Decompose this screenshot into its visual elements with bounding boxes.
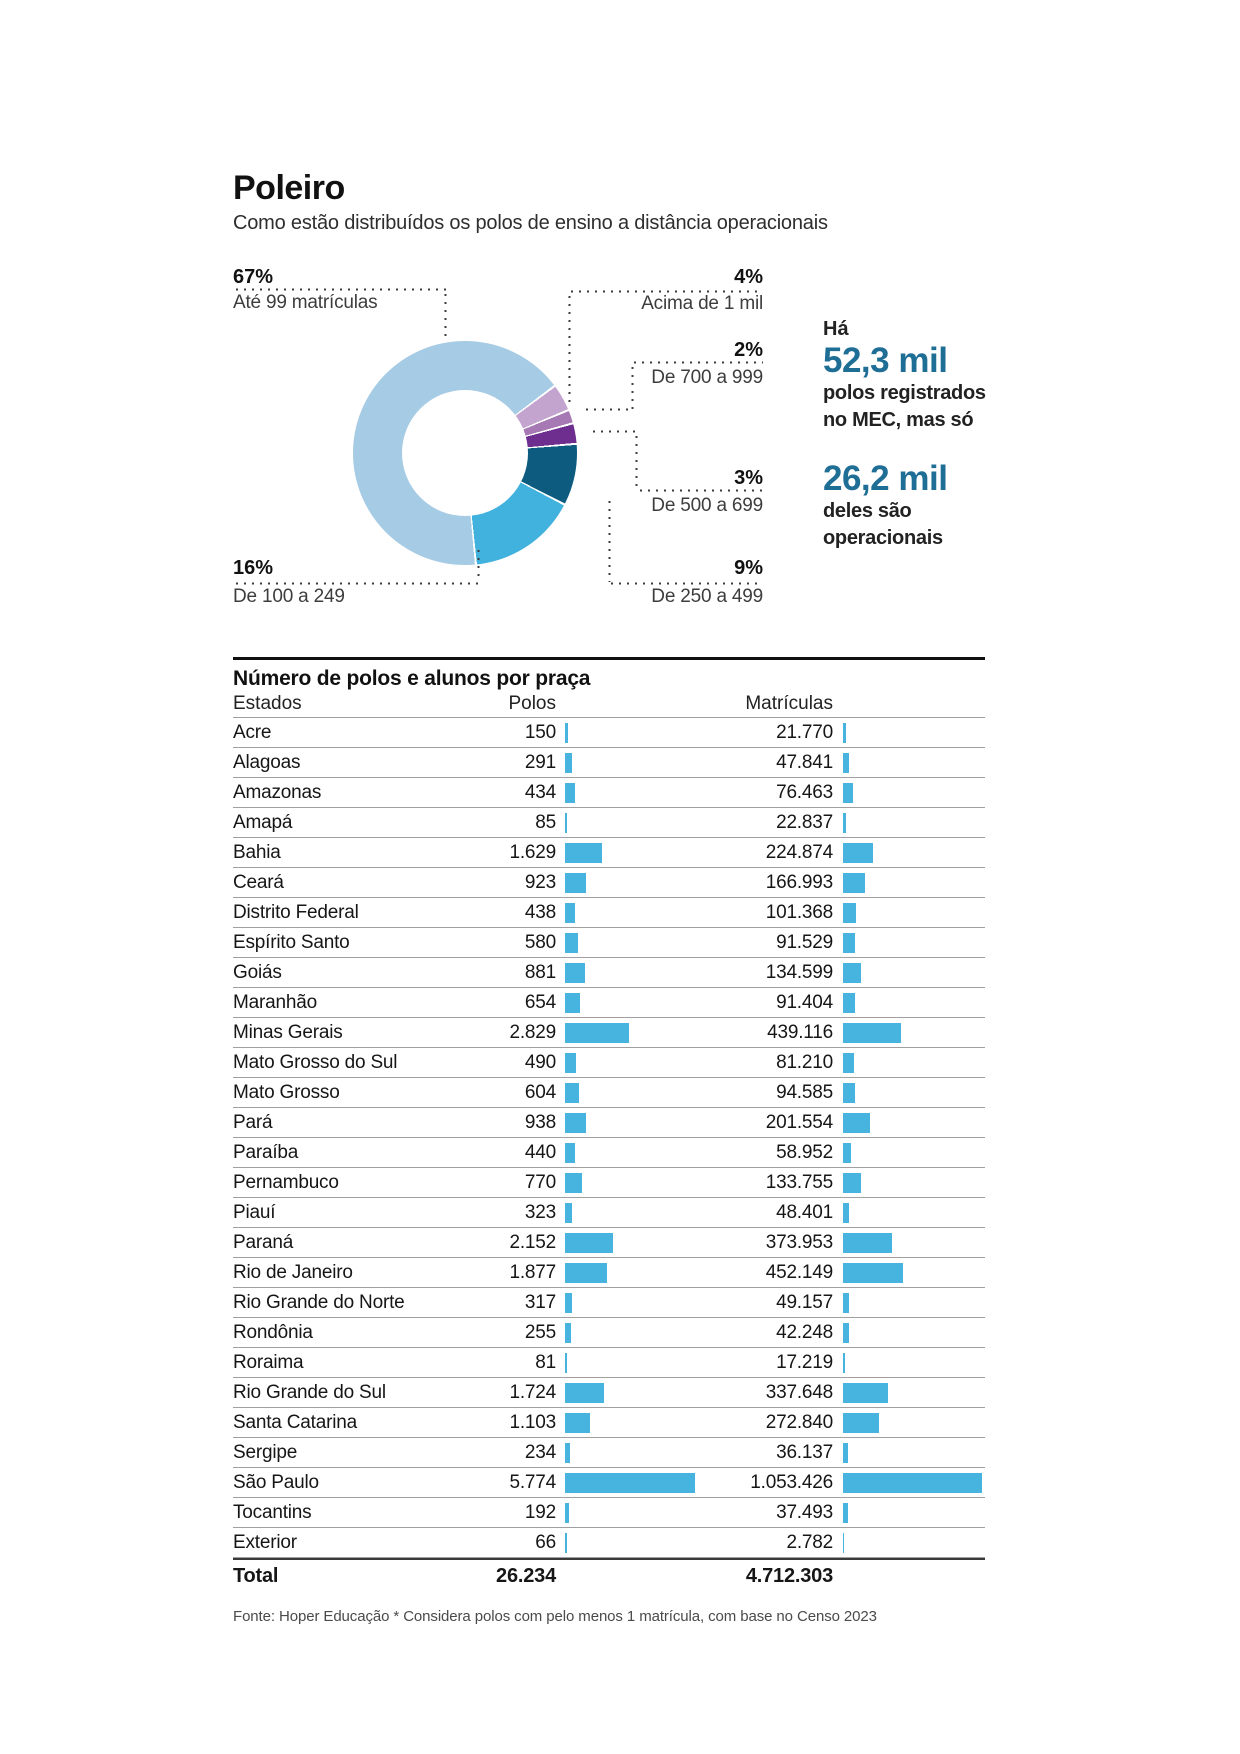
callout-text: deles são <box>823 500 912 522</box>
estado-cell: Distrito Federal <box>233 901 359 923</box>
polos-value: 317 <box>524 1291 556 1313</box>
callout-text: no MEC, mas só <box>823 409 974 431</box>
callout-text: operacionais <box>823 527 943 549</box>
polos-bar-cell <box>556 843 704 863</box>
table-row <box>233 718 985 748</box>
polos-value: 1.877 <box>509 1261 556 1283</box>
matriculas-bar-cell <box>833 963 985 983</box>
col-header-polos: Polos <box>508 693 556 714</box>
leader-line <box>583 408 631 411</box>
polos-bar <box>565 933 578 953</box>
estado-cell: Santa Catarina <box>233 1411 357 1433</box>
leader-line <box>635 433 638 489</box>
polos-value: 323 <box>524 1201 556 1223</box>
matriculas-value: 37.493 <box>776 1501 833 1523</box>
estado-cell: Amapá <box>233 811 293 833</box>
leader-line <box>631 361 763 364</box>
table-row <box>233 958 985 988</box>
matriculas-bar-cell <box>833 1053 985 1073</box>
estado-cell: Exterior <box>233 1531 297 1553</box>
estado-cell: Paraná <box>233 1231 294 1253</box>
callout-text: polos registrados <box>823 382 986 404</box>
matriculas-bar-cell <box>833 813 985 833</box>
matriculas-bar-cell <box>833 1233 985 1253</box>
table-row <box>233 1288 985 1318</box>
matriculas-bar-cell <box>833 1353 985 1373</box>
col-header-estados: Estados <box>233 693 302 714</box>
matriculas-bar <box>843 1083 855 1103</box>
estado-cell: Espírito Santo <box>233 931 350 953</box>
matriculas-value: 81.210 <box>776 1051 833 1073</box>
estado-cell: Mato Grosso do Sul <box>233 1051 398 1073</box>
total-label: Total <box>233 1564 279 1587</box>
matriculas-bar-cell <box>833 933 985 953</box>
polos-bar <box>565 873 586 893</box>
polos-bar-cell <box>556 933 704 953</box>
matriculas-value: 201.554 <box>765 1111 833 1133</box>
matriculas-bar <box>843 753 849 773</box>
estado-cell: Piauí <box>233 1201 276 1223</box>
table-row <box>233 1378 985 1408</box>
polos-bar-cell <box>556 1113 704 1133</box>
matriculas-value: 166.993 <box>765 871 833 893</box>
matriculas-bar-cell <box>833 1293 985 1313</box>
estado-cell: Amazonas <box>233 781 322 803</box>
matriculas-bar-cell <box>833 903 985 923</box>
matriculas-value: 134.599 <box>765 961 833 983</box>
matriculas-bar <box>843 1113 870 1133</box>
polos-value: 923 <box>524 871 556 893</box>
polos-bar <box>565 1173 582 1193</box>
matriculas-bar-cell <box>833 1023 985 1043</box>
pct-value: 2% <box>734 339 763 361</box>
pct-value: 3% <box>734 467 763 489</box>
table-row <box>233 1348 985 1378</box>
table-row <box>233 1108 985 1138</box>
table-title: Número de polos e alunos por praça <box>233 667 591 690</box>
matriculas-bar <box>843 1173 861 1193</box>
matriculas-bar-cell <box>833 873 985 893</box>
table-row <box>233 1318 985 1348</box>
polos-bar-cell <box>556 1143 704 1163</box>
polos-bar <box>565 1053 576 1073</box>
polos-bar <box>565 1443 570 1463</box>
polos-bar <box>565 1143 575 1163</box>
table-row <box>233 1528 985 1558</box>
total-polos: 26.234 <box>496 1564 556 1587</box>
polos-value: 654 <box>524 991 556 1013</box>
matriculas-value: 439.116 <box>767 1021 833 1043</box>
table-row <box>233 778 985 808</box>
polos-bar-cell <box>556 1023 704 1043</box>
estado-cell: Roraima <box>233 1351 304 1373</box>
leader-line <box>590 430 637 433</box>
polos-value: 81 <box>535 1351 556 1373</box>
polos-value: 66 <box>535 1531 556 1553</box>
estado-cell: Sergipe <box>233 1441 298 1463</box>
polos-value: 881 <box>524 961 556 983</box>
matriculas-value: 373.953 <box>765 1231 833 1253</box>
polos-bar-cell <box>556 1533 704 1553</box>
range-label: De 100 a 249 <box>233 586 345 607</box>
pct-value: 67% <box>233 266 274 288</box>
matriculas-bar <box>843 1383 888 1403</box>
estado-cell: Rio Grande do Sul <box>233 1381 386 1403</box>
infographic <box>233 168 985 1625</box>
donut-chart <box>353 341 577 565</box>
matriculas-value: 58.952 <box>776 1141 833 1163</box>
table-row <box>233 838 985 868</box>
matriculas-value: 101.368 <box>765 901 833 923</box>
matriculas-bar <box>843 783 853 803</box>
polos-bar <box>565 783 575 803</box>
matriculas-value: 224.874 <box>765 841 833 863</box>
matriculas-bar-cell <box>833 783 985 803</box>
table-section <box>233 657 985 1625</box>
matriculas-value: 94.585 <box>776 1081 833 1103</box>
pct-value: 9% <box>734 557 763 579</box>
polos-bar-cell <box>556 963 704 983</box>
matriculas-bar <box>843 963 861 983</box>
polos-bar <box>565 1503 569 1523</box>
polos-value: 604 <box>524 1081 556 1103</box>
polos-value: 255 <box>524 1321 556 1343</box>
table-row <box>233 1078 985 1108</box>
table-row <box>233 898 985 928</box>
matriculas-bar-cell <box>833 993 985 1013</box>
matriculas-bar <box>843 843 873 863</box>
polos-bar <box>565 1353 567 1373</box>
estado-cell: Pernambuco <box>233 1171 339 1193</box>
estado-cell: Rio de Janeiro <box>233 1261 353 1283</box>
estado-cell: Paraíba <box>233 1141 299 1163</box>
table-total-row <box>233 1558 985 1592</box>
matriculas-bar-cell <box>833 1083 985 1103</box>
table-header-row <box>233 691 985 717</box>
matriculas-value: 337.648 <box>765 1381 833 1403</box>
estado-cell: Goiás <box>233 961 282 983</box>
estado-cell: Acre <box>233 721 272 743</box>
matriculas-bar-cell <box>833 723 985 743</box>
polos-bar-cell <box>556 1383 704 1403</box>
table-row <box>233 1198 985 1228</box>
polos-value: 770 <box>524 1171 556 1193</box>
matriculas-value: 2.782 <box>786 1531 833 1553</box>
matriculas-bar-cell <box>833 1143 985 1163</box>
matriculas-value: 21.770 <box>776 721 833 743</box>
estado-cell: Tocantins <box>233 1501 312 1523</box>
pct-value: 4% <box>734 266 763 288</box>
leader-line <box>631 364 634 410</box>
table-row <box>233 928 985 958</box>
polos-bar-cell <box>556 1233 704 1253</box>
table-row <box>233 1258 985 1288</box>
range-label: De 500 a 699 <box>651 495 763 516</box>
polos-bar <box>565 1413 590 1433</box>
donut-chart-section <box>233 236 985 645</box>
table-row <box>233 1138 985 1168</box>
estado-cell: São Paulo <box>233 1471 319 1493</box>
matriculas-bar <box>843 723 846 743</box>
polos-bar <box>565 1533 567 1553</box>
matriculas-bar <box>843 1413 879 1433</box>
polos-bar <box>565 1383 604 1403</box>
range-label: De 700 a 999 <box>651 367 763 388</box>
table-row <box>233 808 985 838</box>
matriculas-bar <box>843 1293 849 1313</box>
matriculas-value: 1.053.426 <box>750 1471 833 1493</box>
polos-bar <box>565 1023 629 1043</box>
polos-bar-cell <box>556 783 704 803</box>
matriculas-bar <box>843 1023 901 1043</box>
polos-bar-cell <box>556 1353 704 1373</box>
polos-value: 192 <box>524 1501 556 1523</box>
matriculas-value: 48.401 <box>776 1201 833 1223</box>
leader-line <box>608 582 763 585</box>
leader-line <box>444 291 447 336</box>
matriculas-value: 76.463 <box>776 781 833 803</box>
polos-value: 5.774 <box>509 1471 556 1493</box>
polos-bar-cell <box>556 1503 704 1523</box>
matriculas-value: 91.404 <box>776 991 833 1013</box>
matriculas-value: 17.219 <box>776 1351 833 1373</box>
polos-bar-cell <box>556 1293 704 1313</box>
matriculas-bar-cell <box>833 1413 985 1433</box>
table-row <box>233 988 985 1018</box>
matriculas-bar-cell <box>833 1323 985 1343</box>
polos-value: 1.629 <box>509 841 556 863</box>
matriculas-bar <box>843 1503 848 1523</box>
matriculas-bar <box>843 1053 854 1073</box>
matriculas-bar <box>843 1233 892 1253</box>
col-header-matriculas: Matrículas <box>745 693 833 714</box>
matriculas-bar <box>843 933 855 953</box>
matriculas-bar <box>843 1323 849 1343</box>
matriculas-bar-cell <box>833 1113 985 1133</box>
leader-line <box>233 582 480 585</box>
registered-total: 52,3 mil <box>823 341 948 380</box>
polos-value: 438 <box>524 901 556 923</box>
matriculas-bar <box>843 1353 845 1373</box>
registered-vs-operational-callout <box>823 316 993 552</box>
matriculas-value: 49.157 <box>776 1291 833 1313</box>
operational-total: 26,2 mil <box>823 459 948 498</box>
estado-cell: Pará <box>233 1111 273 1133</box>
matriculas-bar-cell <box>833 753 985 773</box>
leader-line <box>568 293 571 408</box>
matriculas-bar-cell <box>833 1263 985 1283</box>
polos-bar <box>565 1203 572 1223</box>
polos-value: 490 <box>524 1051 556 1073</box>
table-row <box>233 1498 985 1528</box>
polos-value: 2.152 <box>509 1231 556 1253</box>
polos-value: 440 <box>524 1141 556 1163</box>
polos-bar <box>565 1293 572 1313</box>
matriculas-value: 452.149 <box>765 1261 833 1283</box>
polos-bar-cell <box>556 1173 704 1193</box>
table-row <box>233 868 985 898</box>
polos-value: 1.103 <box>509 1411 556 1433</box>
matriculas-bar-cell <box>833 1443 985 1463</box>
matriculas-bar-cell <box>833 1533 985 1553</box>
matriculas-bar <box>843 1263 903 1283</box>
polos-bar-cell <box>556 993 704 1013</box>
table-row <box>233 1468 985 1498</box>
matriculas-value: 91.529 <box>776 931 833 953</box>
polos-bar <box>565 1233 613 1253</box>
matriculas-bar <box>843 1203 849 1223</box>
matriculas-value: 47.841 <box>776 751 833 773</box>
page-title: Poleiro <box>233 169 345 207</box>
range-label: Acima de 1 mil <box>641 293 763 314</box>
polos-value: 291 <box>524 751 556 773</box>
matriculas-bar-cell <box>833 1203 985 1223</box>
total-matriculas: 4.712.303 <box>745 1564 833 1587</box>
polos-bar <box>565 753 572 773</box>
polos-bar <box>565 1263 607 1283</box>
matriculas-value: 42.248 <box>776 1321 833 1343</box>
polos-bar-cell <box>556 813 704 833</box>
matriculas-value: 133.755 <box>765 1171 833 1193</box>
polos-bar-cell <box>556 1473 704 1493</box>
polos-value: 580 <box>524 931 556 953</box>
polos-bar <box>565 1083 579 1103</box>
polos-value: 150 <box>524 721 556 743</box>
matriculas-bar-cell <box>833 1383 985 1403</box>
estado-cell: Rondônia <box>233 1321 313 1343</box>
polos-value: 938 <box>524 1111 556 1133</box>
estado-cell: Maranhão <box>233 991 317 1013</box>
matriculas-bar <box>843 1143 851 1163</box>
estado-cell: Alagoas <box>233 751 301 773</box>
table-row <box>233 1168 985 1198</box>
matriculas-bar-cell <box>833 1473 985 1493</box>
polos-bar-cell <box>556 1203 704 1223</box>
donut-label-700-999 <box>651 340 763 388</box>
table-row <box>233 1018 985 1048</box>
matriculas-bar <box>843 993 855 1013</box>
polos-value: 85 <box>535 811 556 833</box>
polos-bar-cell <box>556 1053 704 1073</box>
polos-bar-cell <box>556 1263 704 1283</box>
source-note: Fonte: Hoper Educação * Considera polos com pelo menos 1 matrícula, com base no Censo 2023 <box>233 1608 877 1625</box>
callout-intro: Há <box>823 318 849 340</box>
polos-value: 434 <box>524 781 556 803</box>
estado-cell: Bahia <box>233 841 281 863</box>
leader-line <box>637 489 763 492</box>
table-row <box>233 1438 985 1468</box>
polos-bar <box>565 1113 586 1133</box>
page-subtitle: Como estão distribuídos os polos de ensino a distância operacionais <box>233 212 828 234</box>
matriculas-bar <box>843 1443 848 1463</box>
leader-line <box>568 290 763 293</box>
table-row <box>233 1408 985 1438</box>
matriculas-bar <box>843 1533 844 1553</box>
leader-line <box>477 547 480 582</box>
range-label: De 250 a 499 <box>651 586 763 607</box>
donut-hole <box>402 390 528 516</box>
polos-bar <box>565 1323 571 1343</box>
table-row <box>233 1228 985 1258</box>
table-row <box>233 748 985 778</box>
polos-bar-cell <box>556 723 704 743</box>
matriculas-value: 22.837 <box>776 811 833 833</box>
donut-label-500-699 <box>651 468 763 516</box>
polos-value: 234 <box>524 1441 556 1463</box>
leader-line <box>608 498 611 582</box>
polos-bar-cell <box>556 1083 704 1103</box>
matriculas-value: 272.840 <box>765 1411 833 1433</box>
leader-line <box>233 288 447 291</box>
table-rows <box>233 717 985 1558</box>
polos-value: 1.724 <box>509 1381 556 1403</box>
matriculas-bar <box>843 903 856 923</box>
matriculas-value: 36.137 <box>776 1441 833 1463</box>
polos-bar <box>565 993 580 1013</box>
polos-bar-cell <box>556 1413 704 1433</box>
estado-cell: Ceará <box>233 871 284 893</box>
polos-value: 2.829 <box>509 1021 556 1043</box>
polos-bar <box>565 903 575 923</box>
polos-bar <box>565 843 602 863</box>
polos-bar-cell <box>556 873 704 893</box>
estado-cell: Minas Gerais <box>233 1021 343 1043</box>
polos-bar <box>565 813 567 833</box>
polos-bar <box>565 723 568 743</box>
estado-cell: Rio Grande do Norte <box>233 1291 405 1313</box>
polos-bar <box>565 1473 695 1493</box>
matriculas-bar <box>843 1473 982 1493</box>
matriculas-bar <box>843 873 865 893</box>
polos-bar <box>565 963 585 983</box>
matriculas-bar-cell <box>833 1503 985 1523</box>
polos-bar-cell <box>556 1443 704 1463</box>
matriculas-bar-cell <box>833 1173 985 1193</box>
polos-bar-cell <box>556 903 704 923</box>
estado-cell: Mato Grosso <box>233 1081 340 1103</box>
matriculas-bar <box>843 813 846 833</box>
matriculas-bar-cell <box>833 843 985 863</box>
table-row <box>233 1048 985 1078</box>
polos-bar-cell <box>556 753 704 773</box>
range-label: Até 99 matrículas <box>233 292 378 313</box>
polos-bar-cell <box>556 1323 704 1343</box>
pct-value: 16% <box>233 557 274 579</box>
